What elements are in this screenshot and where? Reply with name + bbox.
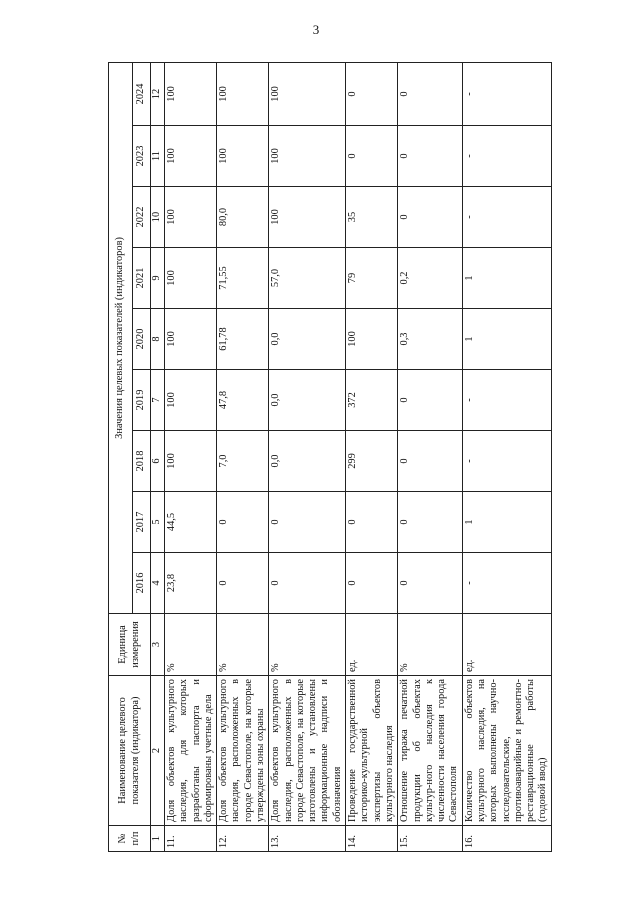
page-number: 3 <box>312 22 320 37</box>
value-cell: - <box>462 553 551 614</box>
value-cell: 299 <box>346 431 398 492</box>
value-cell: 100 <box>346 309 398 370</box>
value-cell: 1 <box>462 309 551 370</box>
value-cell: 47,8 <box>217 370 269 431</box>
value-cell: 100 <box>217 62 269 125</box>
header-year: 2016 <box>133 553 151 614</box>
value-cell: 0 <box>398 187 463 248</box>
value-cell: 100 <box>165 62 217 125</box>
value-cell: 44,5 <box>165 492 217 553</box>
column-index-cell: 3 <box>151 614 165 676</box>
value-cell: 80,0 <box>217 187 269 248</box>
value-cell: 100 <box>165 431 217 492</box>
value-cell: 100 <box>269 187 346 248</box>
indicator-name: Отношение тиража печатной продукции об объектах культур-ного наследия к численности населения города Севастополя <box>398 676 463 826</box>
value-cell: 71,55 <box>217 248 269 309</box>
row-number: 11. <box>165 826 217 852</box>
value-cell: 0 <box>398 553 463 614</box>
value-cell: 79 <box>346 248 398 309</box>
value-cell: 7,0 <box>217 431 269 492</box>
indicator-name: Доля объектов культурного наследия, расположенных в городе Севастополе, на которые изготовлены и установлены информационные надписи и обозначения <box>269 676 346 826</box>
unit-cell: % <box>217 614 269 676</box>
header-year: 2022 <box>133 187 151 248</box>
row-number: 12. <box>217 826 269 852</box>
value-cell: 0 <box>398 370 463 431</box>
value-cell: 35 <box>346 187 398 248</box>
value-cell: 100 <box>269 126 346 187</box>
value-cell: 100 <box>165 187 217 248</box>
indicator-name: Доля объектов культурного наследия, расположенных в городе Севастополе, на которые утверждены зоны охраны <box>217 676 269 826</box>
table-row <box>269 62 346 851</box>
column-index-cell: 5 <box>151 492 165 553</box>
table-row <box>398 62 463 851</box>
unit-cell: % <box>165 614 217 676</box>
value-cell: - <box>462 126 551 187</box>
value-cell: 1 <box>462 248 551 309</box>
value-cell: 100 <box>165 309 217 370</box>
indicator-name: Доля объектов культурного наследия, для которых разработаны паспорта и сформированы учетные дела <box>165 676 217 826</box>
value-cell: 23,8 <box>165 553 217 614</box>
header-num: № п/п <box>109 826 151 852</box>
value-cell: 57,0 <box>269 248 346 309</box>
unit-cell: % <box>398 614 463 676</box>
value-cell: 0 <box>398 62 463 125</box>
value-cell: 0 <box>217 553 269 614</box>
unit-cell: ед. <box>462 614 551 676</box>
value-cell: 372 <box>346 370 398 431</box>
value-cell: - <box>462 62 551 125</box>
column-index-cell: 10 <box>151 187 165 248</box>
column-index-cell: 12 <box>151 62 165 125</box>
value-cell: 0 <box>398 492 463 553</box>
value-cell: 0 <box>217 492 269 553</box>
value-cell: 100 <box>165 126 217 187</box>
unit-cell: % <box>269 614 346 676</box>
header-year: 2017 <box>133 492 151 553</box>
value-cell: 61,78 <box>217 309 269 370</box>
value-cell: 0 <box>398 431 463 492</box>
row-number: 15. <box>398 826 463 852</box>
value-cell: 0 <box>346 62 398 125</box>
rotated-table-area <box>108 62 552 852</box>
table-row <box>346 62 398 851</box>
header-values-title: Значения целевых показателей (индикаторов) <box>109 62 133 613</box>
header-year: 2018 <box>133 431 151 492</box>
value-cell: - <box>462 370 551 431</box>
header-year: 2019 <box>133 370 151 431</box>
value-cell: 0 <box>398 126 463 187</box>
value-cell: 0 <box>346 492 398 553</box>
value-cell: 0 <box>269 553 346 614</box>
row-number: 14. <box>346 826 398 852</box>
indicator-name: Количество объектов культурного наследия, на которых выполнены научно-исследовательские, противоаварийные и ремонтно-реставрационные работы (годовой ввод) <box>462 676 551 826</box>
value-cell: 100 <box>217 126 269 187</box>
header-year: 2020 <box>133 309 151 370</box>
column-index-cell: 1 <box>151 826 165 852</box>
column-index-cell: 9 <box>151 248 165 309</box>
value-cell: 0,2 <box>398 248 463 309</box>
column-index-cell: 2 <box>151 676 165 826</box>
column-index-cell: 6 <box>151 431 165 492</box>
value-cell: 0,0 <box>269 431 346 492</box>
value-cell: 0,0 <box>269 309 346 370</box>
column-index-cell: 8 <box>151 309 165 370</box>
header-year: 2024 <box>133 62 151 125</box>
column-index-cell: 11 <box>151 126 165 187</box>
column-index-row <box>151 62 165 851</box>
column-index-cell: 4 <box>151 553 165 614</box>
header-unit: Единица измерения <box>109 614 151 676</box>
value-cell: 100 <box>165 370 217 431</box>
table-row <box>217 62 269 851</box>
unit-cell: ед. <box>346 614 398 676</box>
table-row <box>462 62 551 851</box>
value-cell: 0 <box>346 126 398 187</box>
value-cell: 100 <box>165 248 217 309</box>
value-cell: 0,3 <box>398 309 463 370</box>
table-row <box>165 62 217 851</box>
rotated-table-container <box>108 62 552 852</box>
value-cell: 0 <box>269 492 346 553</box>
value-cell: 100 <box>269 62 346 125</box>
value-cell: - <box>462 431 551 492</box>
row-number: 16. <box>462 826 551 852</box>
value-cell: - <box>462 187 551 248</box>
header-name: Наименование целевого показателя (индикатора) <box>109 676 151 826</box>
value-cell: 1 <box>462 492 551 553</box>
header-year: 2023 <box>133 126 151 187</box>
column-index-cell: 7 <box>151 370 165 431</box>
indicators-table <box>108 62 552 852</box>
indicator-name: Проведение государственной историко-культурной экспертизы объектов культурного наследия <box>346 676 398 826</box>
value-cell: 0,0 <box>269 370 346 431</box>
row-number: 13. <box>269 826 346 852</box>
value-cell: 0 <box>346 553 398 614</box>
header-year: 2021 <box>133 248 151 309</box>
